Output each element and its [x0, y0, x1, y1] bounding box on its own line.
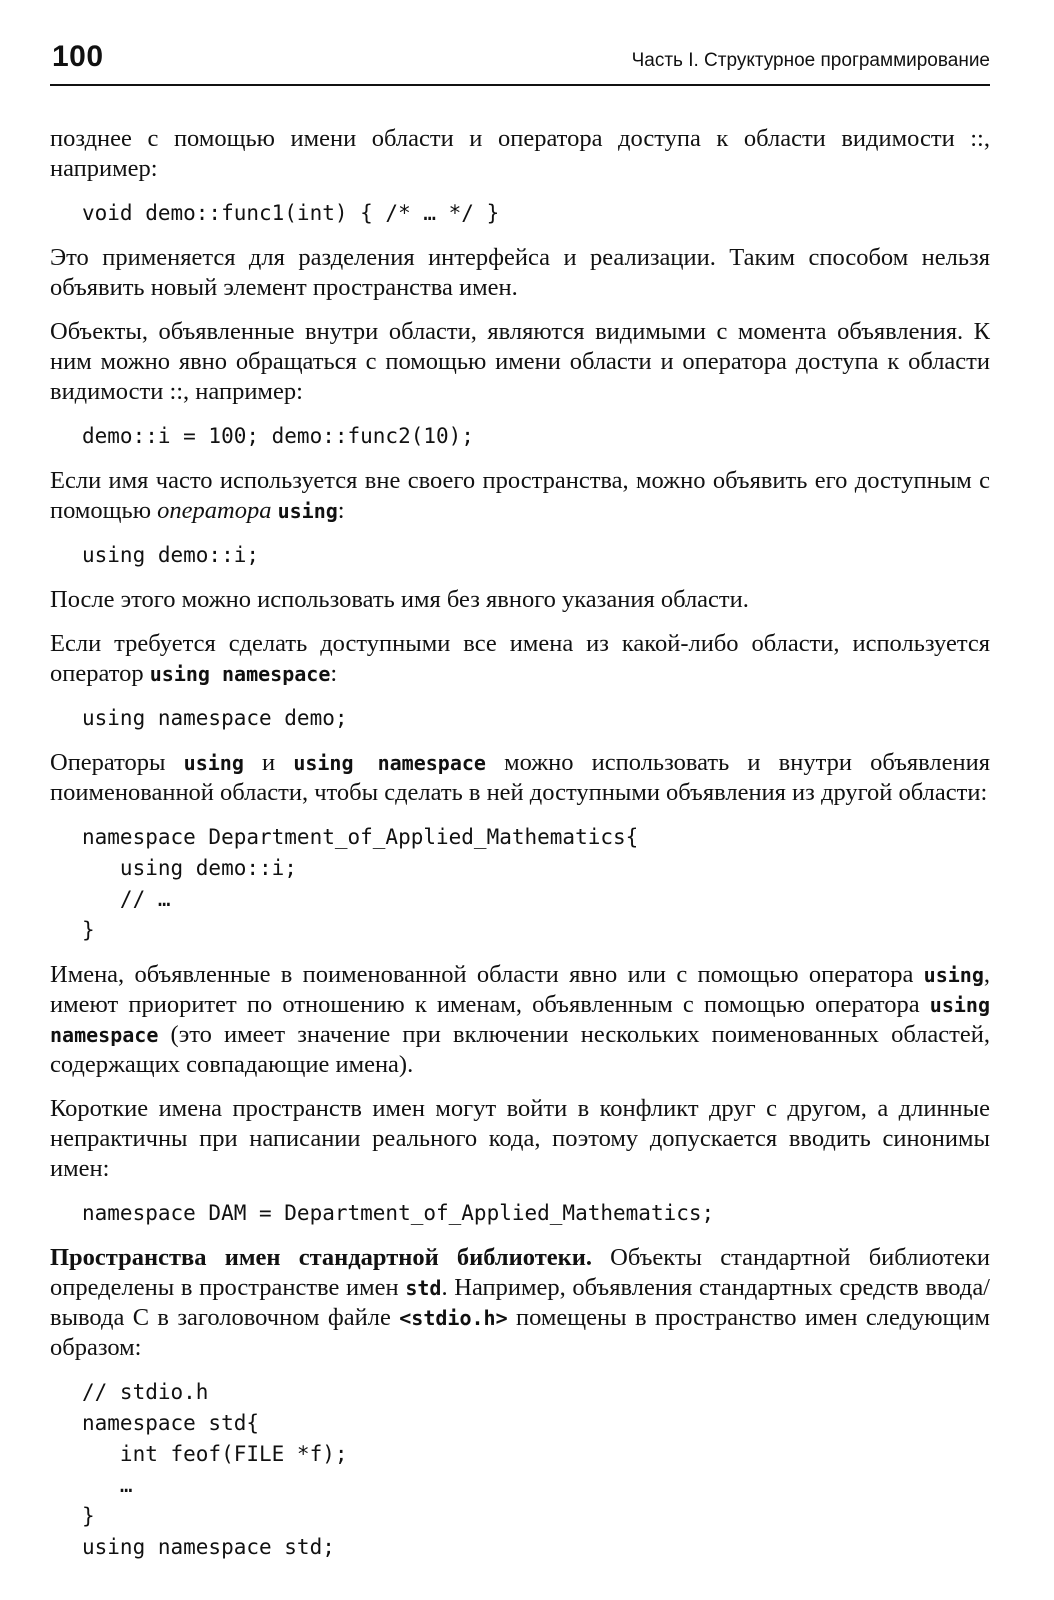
code-namespace-alias: namespace DAM = Department_of_Applied_Mathematics; [82, 1201, 715, 1225]
paragraph-scope-access: позднее с помощью имени области и оператора доступа к области видимости ::, например: [50, 125, 990, 182]
page-body [50, 124, 990, 1577]
running-head: Часть I. Структурное программирование [631, 50, 990, 71]
code-stdio: // stdio.h namespace std{ int feof(FILE *f); … } using namespace std; [82, 1380, 348, 1559]
paragraph-using-namespace: Если требуется сделать доступными все имена из какой-либо области, используется оператор using namespace: [50, 630, 990, 687]
paragraph-std-namespace: Пространства имен стандартной библиотеки. Объекты стандартной библиотеки определены в пространстве имен std. Например, объявления стандартных средств ввода/вывода С в заголовочном файле <stdio.h> помещены в пространство имен следующим образом: [50, 1244, 990, 1361]
paragraph-interface-impl: Это применяется для разделения интерфейса и реализации. Таким способом нельзя объявить новый элемент пространства имен. [50, 244, 990, 301]
paragraph-visibility: Объекты, объявленные внутри области, являются видимыми с момента объявления. К ним можно явно обращаться с помощью имени области и оператора доступа к области видимости ::, например: [50, 318, 990, 405]
paragraph-using-operator: Если имя часто используется вне своего пространства, можно объявить его доступным с помощью оператора using: [50, 467, 990, 524]
code-demo-access: demo::i = 100; demo::func2(10); [82, 424, 474, 448]
code-using-demo-i: using demo::i; [82, 543, 260, 567]
page-header [50, 36, 990, 86]
code-department-namespace: namespace Department_of_Applied_Mathematics{ using demo::i; // … } [82, 825, 639, 942]
page-number: 100 [52, 40, 104, 73]
paragraph-after-using: После этого можно использовать имя без явного указания области. [50, 586, 749, 613]
code-using-namespace-demo: using namespace demo; [82, 706, 348, 730]
code-func1: void demo::func1(int) { /* … */ } [82, 201, 500, 225]
paragraph-using-inside-namespace: Операторы using и using namespace можно использовать и внутри объявления поименованной области, чтобы сделать в ней доступными объявления из другой области: [50, 749, 990, 806]
paragraph-priority: Имена, объявленные в поименованной области явно или с помощью оператора using, имеют приоритет по отношению к именам, объявленным с помощью оператора using namespace (это имеет значение при включении нескольких поименованных областей, содержащих совпадающие имена). [50, 961, 990, 1078]
paragraph-synonyms: Короткие имена пространств имен могут войти в конфликт друг с другом, а длинные непрактичны при написании реального кода, поэтому допускается вводить синонимы имен: [50, 1095, 990, 1182]
